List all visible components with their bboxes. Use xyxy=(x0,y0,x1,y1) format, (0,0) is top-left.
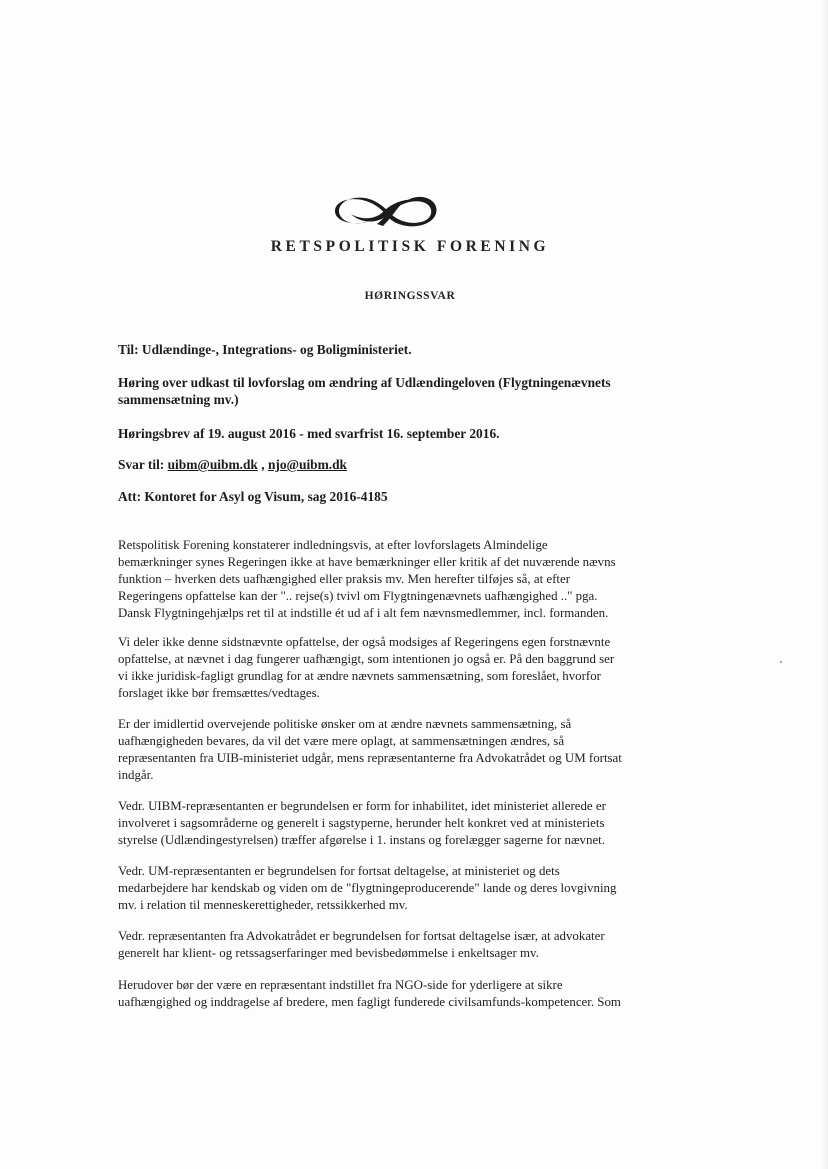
email-separator: , xyxy=(261,457,265,472)
email-link-uibm[interactable]: uibm@uibm.dk xyxy=(167,457,258,472)
paragraph-line: Regeringens opfattelse kan der ".. rejse(s) tvivl om Flygtningenævnets uafhængighed .." pga. xyxy=(118,589,598,604)
paragraph-line: opfattelse, at nævnet i dag fungerer uafhængigt, som intentionen jo også er. På den baggrund ser xyxy=(118,652,615,667)
attention-line: Att: Kontoret for Asyl og Visum, sag 2016-4185 xyxy=(118,489,388,504)
organization-name: RETSPOLITISK FORENING xyxy=(270,238,550,255)
body-paragraph-7 xyxy=(118,977,708,1011)
paragraph-line: medarbejdere har kendskab og viden om de "flygtningeproducerende" lande og deres lovgivning xyxy=(118,881,617,896)
email-link-njo[interactable]: njo@uibm.dk xyxy=(267,457,348,472)
paragraph-line: bemærkninger synes Regeringen ikke at have bemærkninger eller kritik af det nuværende nævns xyxy=(118,555,616,570)
subject-line-1: Høring over udkast til lovforslag om ændring af Udlændingeloven (Flygtningenævnets xyxy=(118,375,611,390)
body-paragraph-3 xyxy=(118,716,708,784)
paragraph-line: Vi deler ikke denne sidstnævnte opfattelse, der også modsiges af Regeringens egen forstnævnte xyxy=(118,635,611,649)
reply-to-label: Svar til: xyxy=(118,457,165,472)
scan-speck xyxy=(780,661,782,663)
body-paragraph-2 xyxy=(118,634,708,702)
paragraph-line: uafhængigheden bevares, da vil det være mere oplagt, at sammensætningen ændres, så xyxy=(118,734,565,749)
recipient-line: Til: Udlændinge-, Integrations- og Boligministeriet. xyxy=(118,342,412,357)
paragraph-line: repræsentanten fra UIB-ministeriet udgår, mens repræsentanterne fra Advokatrådet og UM fortsat xyxy=(118,751,622,766)
consultation-letter-reference: Høringsbrev af 19. august 2016 - med svarfrist 16. september 2016. xyxy=(118,426,500,441)
body-paragraph-6 xyxy=(118,928,708,962)
paragraph-line: Vedr. UIBM-repræsentanten er begrundelsen er form for inhabilitet, idet ministeriet allerede er xyxy=(118,799,606,813)
paragraph-line: vi ikke juridisk-fagligt grundlag for at ændre nævnets sammensætning, som foreslået, hvorfor xyxy=(118,669,601,684)
paragraph-line: forslaget ikke bør fremsættes/vedtages. xyxy=(118,686,320,701)
paragraph-line: Er der imidlertid overvejende politiske ønsker om at ændre nævnets sammensætning, så xyxy=(118,717,572,731)
paragraph-line: generelt har klient- og retssagserfaringer med bevisbedømmelse i enkeltsager mv. xyxy=(118,946,539,961)
document-type-heading: HØRINGSSVAR xyxy=(364,290,456,302)
body-paragraph-1 xyxy=(118,537,708,622)
subject-heading xyxy=(118,374,698,408)
paragraph-line: Vedr. UM-repræsentanten er begrundelsen for fortsat deltagelse, at ministeriet og dets xyxy=(118,864,560,878)
subject-line-2: sammensætning mv.) xyxy=(118,392,239,407)
paragraph-line: Dansk Flygtningehjælps ret til at indstille ét ud af i alt fem nævnsmedlemmer, incl. formanden. xyxy=(118,606,609,621)
paragraph-line: uafhængighed og inddragelse af bredere, men fagligt funderede civilsamfunds-kompetencer. Som xyxy=(118,995,621,1010)
paragraph-line: mv. i relation til menneskerettigheder, retssikkerhed mv. xyxy=(118,898,408,913)
paragraph-line: styrelse (Udlændingestyrelsen) træffer afgørelse i 1. instans og forelægger sagerne for nævnet. xyxy=(118,833,605,848)
paragraph-line: Vedr. repræsentanten fra Advokatrådet er begrundelsen for fortsat deltagelse især, at advokater xyxy=(118,929,605,943)
reply-to-line xyxy=(118,456,698,473)
paragraph-line: indgår. xyxy=(118,768,154,783)
paragraph-line: involveret i sagsområderne og generelt i sagstyperne, herunder helt konkret ved at ministeriets xyxy=(118,816,605,831)
paragraph-line: Retspolitisk Forening konstaterer indledningsvis, at efter lovforslagets Almindelige xyxy=(118,538,548,552)
scan-edge-shadow xyxy=(820,0,828,1169)
body-paragraph-5 xyxy=(118,863,708,914)
paragraph-line: funktion – hverken dets uafhængighed eller praksis mv. Men herefter tilføjes så, at efter xyxy=(118,572,570,587)
paragraph-line: Herudover bør der være en repræsentant indstillet fra NGO-side for yderligere at sikre xyxy=(118,978,563,992)
infinity-ribbon-logo xyxy=(331,190,443,232)
body-paragraph-4 xyxy=(118,798,708,849)
